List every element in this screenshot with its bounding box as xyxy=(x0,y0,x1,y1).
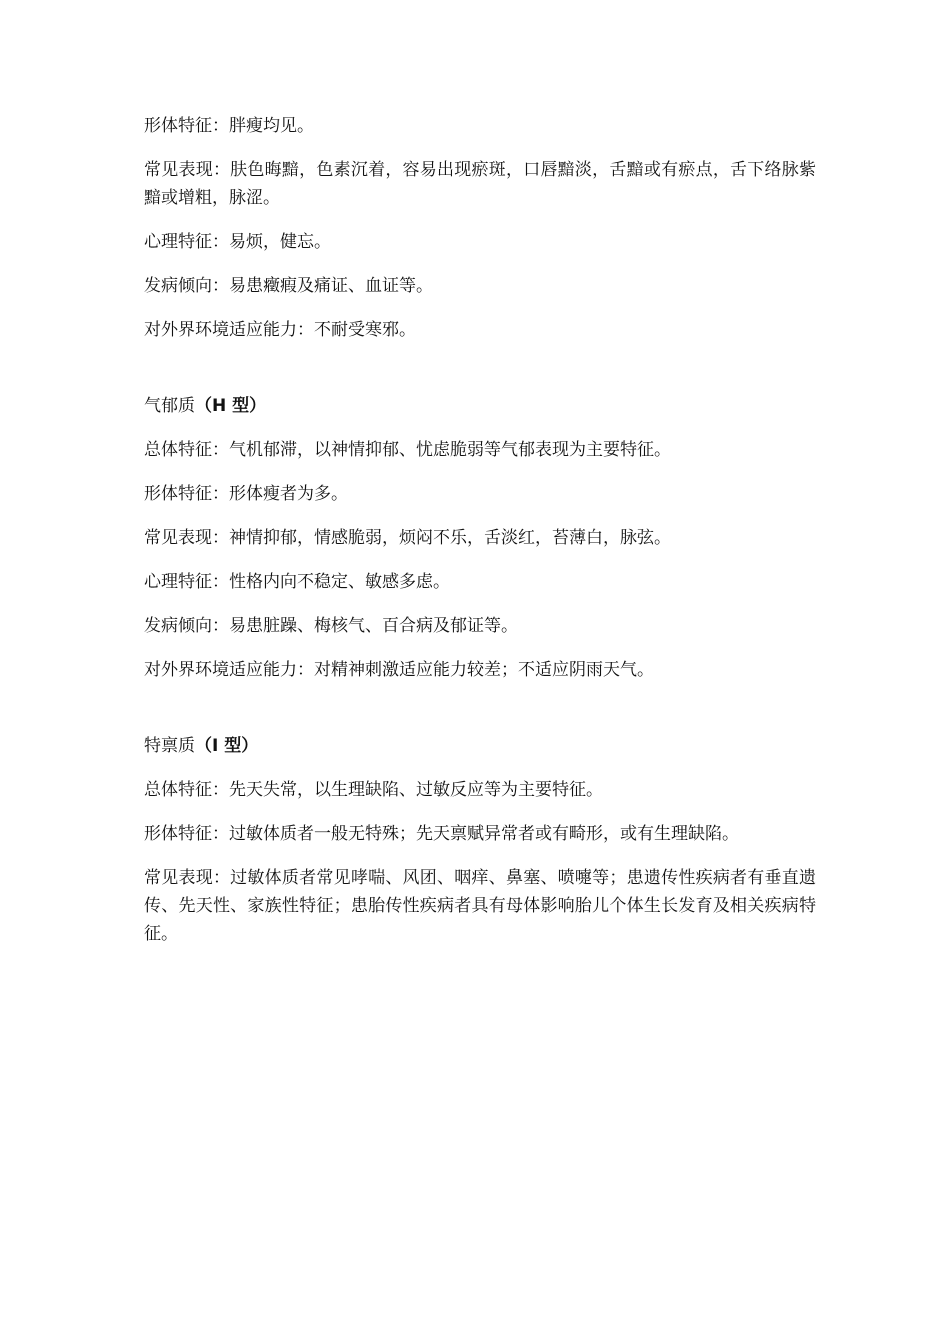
section-qi-stagnation xyxy=(144,392,816,684)
section-special-diathesis xyxy=(144,732,816,948)
section-spacer xyxy=(144,700,816,732)
adaptability-paragraph: 对外界环境适应能力：对精神刺激适应能力较差；不适应阴雨天气。 xyxy=(144,660,654,680)
document-page xyxy=(144,112,816,964)
section-heading xyxy=(144,392,816,420)
section-heading-name: 特禀质 xyxy=(144,736,195,756)
section-blood-stasis-continued xyxy=(144,112,816,344)
body-shape-paragraph: 形体特征：形体瘦者为多。 xyxy=(144,484,348,504)
section-heading xyxy=(144,732,816,760)
psychological-paragraph: 心理特征：性格内向不稳定、敏感多虑。 xyxy=(144,572,450,592)
section-heading-code: （H 型） xyxy=(195,396,267,416)
disease-tendency-paragraph: 发病倾向：易患癥瘕及痛证、血证等。 xyxy=(144,276,433,296)
body-shape-paragraph: 形体特征：胖瘦均见。 xyxy=(144,116,314,136)
section-spacer xyxy=(144,360,816,392)
common-signs-paragraph: 常见表现：神情抑郁，情感脆弱，烦闷不乐，舌淡红，苔薄白，脉弦。 xyxy=(144,528,671,548)
body-shape-paragraph: 形体特征：过敏体质者一般无特殊；先天禀赋异常者或有畸形，或有生理缺陷。 xyxy=(144,824,739,844)
common-signs-paragraph: 常见表现：肤色晦黯，色素沉着，容易出现瘀斑，口唇黯淡，舌黯或有瘀点，舌下络脉紫黯或增粗，脉涩。 xyxy=(144,160,816,208)
disease-tendency-paragraph: 发病倾向：易患脏躁、梅核气、百合病及郁证等。 xyxy=(144,616,518,636)
overall-paragraph: 总体特征：先天失常，以生理缺陷、过敏反应等为主要特征。 xyxy=(144,780,603,800)
section-heading-name: 气郁质 xyxy=(144,396,195,416)
adaptability-paragraph: 对外界环境适应能力：不耐受寒邪。 xyxy=(144,320,416,340)
psychological-paragraph: 心理特征：易烦，健忘。 xyxy=(144,232,331,252)
section-heading-code: （I 型） xyxy=(195,736,259,756)
overall-paragraph: 总体特征：气机郁滞，以神情抑郁、忧虑脆弱等气郁表现为主要特征。 xyxy=(144,440,671,460)
common-signs-paragraph: 常见表现：过敏体质者常见哮喘、风团、咽痒、鼻塞、喷嚏等；患遗传性疾病者有垂直遗传、先天性、家族性特征；患胎传性疾病者具有母体影响胎儿个体生长发育及相关疾病特征。 xyxy=(144,868,816,944)
